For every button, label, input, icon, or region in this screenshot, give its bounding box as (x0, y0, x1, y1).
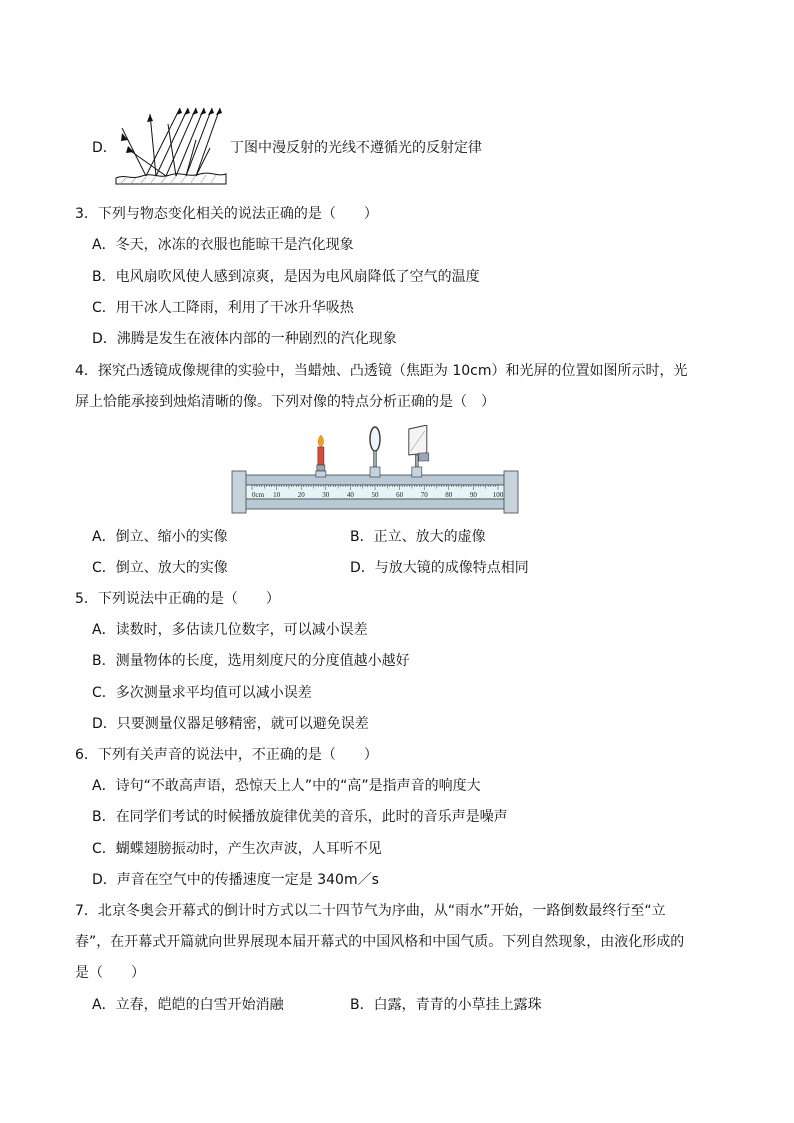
q7-option-b: B．白露，青青的小草挂上露珠 (350, 997, 542, 1013)
light-screen (409, 425, 429, 477)
ruler-label: 80 (445, 491, 453, 499)
q4-option-a: A．倒立、缩小的实像 (92, 529, 228, 545)
q4-option-c: C．倒立、放大的实像 (92, 560, 228, 576)
ruler-label: 60 (396, 491, 404, 499)
q3-option-b: B．电风扇吹风使人感到凉爽，是因为电风扇降低了空气的温度 (92, 269, 480, 285)
q5-option-a: A．读数时，多估读几位数字，可以减小误差 (92, 622, 368, 638)
q4-stem-line2: 屏上恰能承接到烛焰清晰的像。下列对像的特点分析正确的是（ ） (75, 394, 495, 410)
q5-stem: 5．下列说法中正确的是（ ） (75, 591, 280, 607)
candle (316, 435, 326, 477)
q4-stem-line1: 4．探究凸透镜成像规律的实验中，当蜡烛、凸透镜（焦距为 10cm）和光屏的位置如图所示时，光 (75, 363, 688, 379)
q7-stem-line1: 7．北京冬奥会开幕式的倒计时方式以二十四节气为序曲，从“雨水”开始，一路倒数最终行至“立 (75, 903, 666, 919)
ruler-label: 100 (492, 491, 504, 499)
q3-stem: 3．下列与物态变化相关的说法正确的是（ ） (75, 206, 378, 222)
q3-option-a: A．冬天，冰冻的衣服也能晾干是汽化现象 (92, 237, 354, 253)
q6-option-d: D．声音在空气中的传播速度一定是 340m／s (92, 872, 379, 888)
q7-stem-line3: 是（ ） (75, 965, 145, 981)
q6-option-a: A．诗句“不敢高声语，恐惊天上人”中的“高”是指声音的响度大 (92, 778, 481, 794)
ruler-label: 10 (273, 491, 281, 499)
q4-option-b: B．正立、放大的虚像 (350, 529, 486, 545)
ruler-label: 90 (469, 491, 477, 499)
ruler-label: 70 (420, 491, 428, 499)
convex-lens (370, 427, 380, 477)
q2-option-d-text: 丁图中漫反射的光线不遵循光的反射定律 (230, 140, 482, 156)
q2-option-d-label: D． (92, 140, 117, 156)
diffuse-reflection-figure (110, 100, 230, 190)
q7-option-a: A．立春，皑皑的白雪开始消融 (92, 997, 284, 1013)
q6-option-c: C．蝴蝶翅膀振动时，产生次声波，人耳听不见 (92, 841, 382, 857)
ruler-label: 0cm (251, 491, 265, 499)
q6-option-b: B．在同学们考试的时候播放旋律优美的音乐，此时的音乐声是噪声 (92, 809, 508, 825)
ruler-label: 50 (371, 491, 379, 499)
optical-bench-figure (230, 425, 520, 517)
ruler-label: 30 (322, 491, 330, 499)
q3-option-c: C．用干冰人工降雨，利用了干冰升华吸热 (92, 300, 354, 316)
q3-option-d: D．沸腾是发生在液体内部的一种剧烈的汽化现象 (92, 331, 397, 347)
q5-option-c: C．多次测量求平均值可以减小误差 (92, 685, 312, 701)
q5-option-b: B．测量物体的长度，选用刻度尺的分度值越小越好 (92, 653, 410, 669)
q4-option-d: D．与放大镜的成像特点相同 (350, 560, 529, 576)
ruler-label: 40 (346, 491, 354, 499)
q7-stem-line2: 春”，在开幕式开篇就向世界展现本届开幕式的中国风格和中国气质。下列自然现象，由液化形成的 (75, 934, 685, 950)
q6-stem: 6．下列有关声音的说法中，不正确的是（ ） (75, 747, 378, 763)
ruler-label: 20 (297, 491, 305, 499)
q5-option-d: D．只要测量仪器足够精密，就可以避免误差 (92, 716, 369, 732)
